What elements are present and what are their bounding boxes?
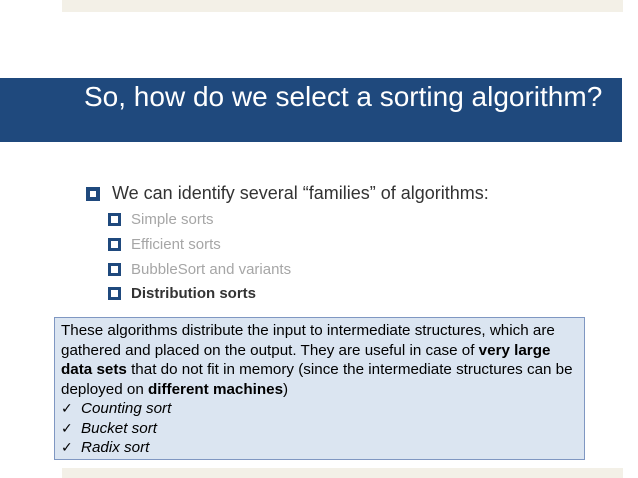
sub-bullet-efficient-sorts [108,236,221,253]
sub-bullet-text: Simple sorts [131,211,214,228]
list-item-counting-sort [61,399,578,419]
square-bullet-icon [108,287,121,300]
bottom-decorative-band [62,468,623,478]
list-item-text: Counting sort [81,400,172,417]
sub-bullet-text: Efficient sorts [131,236,221,253]
list-item-text: Radix sort [81,439,150,456]
sub-bullet-bubblesort [108,261,291,278]
square-bullet-icon [86,187,100,201]
square-bullet-icon [108,238,121,251]
main-bullet [86,183,489,204]
callout-text-1: These algorithms distribute the input to intermediate structures, which are gathered and placed on the output. They are useful in case of [61,322,555,359]
list-item-text: Bucket sort [81,419,157,437]
callout-text-2: that do not fit in memory (since the intermediate structures can be deployed on [61,361,573,398]
list-item-bucket-sort [61,419,578,439]
list-item-radix-sort [61,438,578,458]
sub-bullet-text: BubbleSort and variants [131,261,292,278]
sub-bullet-text: Distribution sorts [131,285,257,302]
sub-bullet-distribution-sorts [108,285,256,302]
checkmark-icon: ✓ [61,419,73,436]
square-bullet-icon [108,263,121,276]
sub-bullet-simple-sorts [108,211,214,228]
slide-title: So, how do we select a sorting algorithm? [84,81,603,112]
main-bullet-text: We can identify several “families” of algorithms: [112,183,489,203]
checkmark-icon: ✓ [61,400,73,416]
callout-paragraph [61,321,578,399]
callout-box [54,317,585,460]
top-decorative-band [62,0,623,12]
square-bullet-icon [108,213,121,226]
callout-bold-1: very large data sets [61,341,551,378]
callout-bold-2: different machines [147,380,284,398]
checkmark-icon: ✓ [61,439,73,455]
sort-list [61,399,578,458]
callout-text-3: ) [283,380,289,398]
